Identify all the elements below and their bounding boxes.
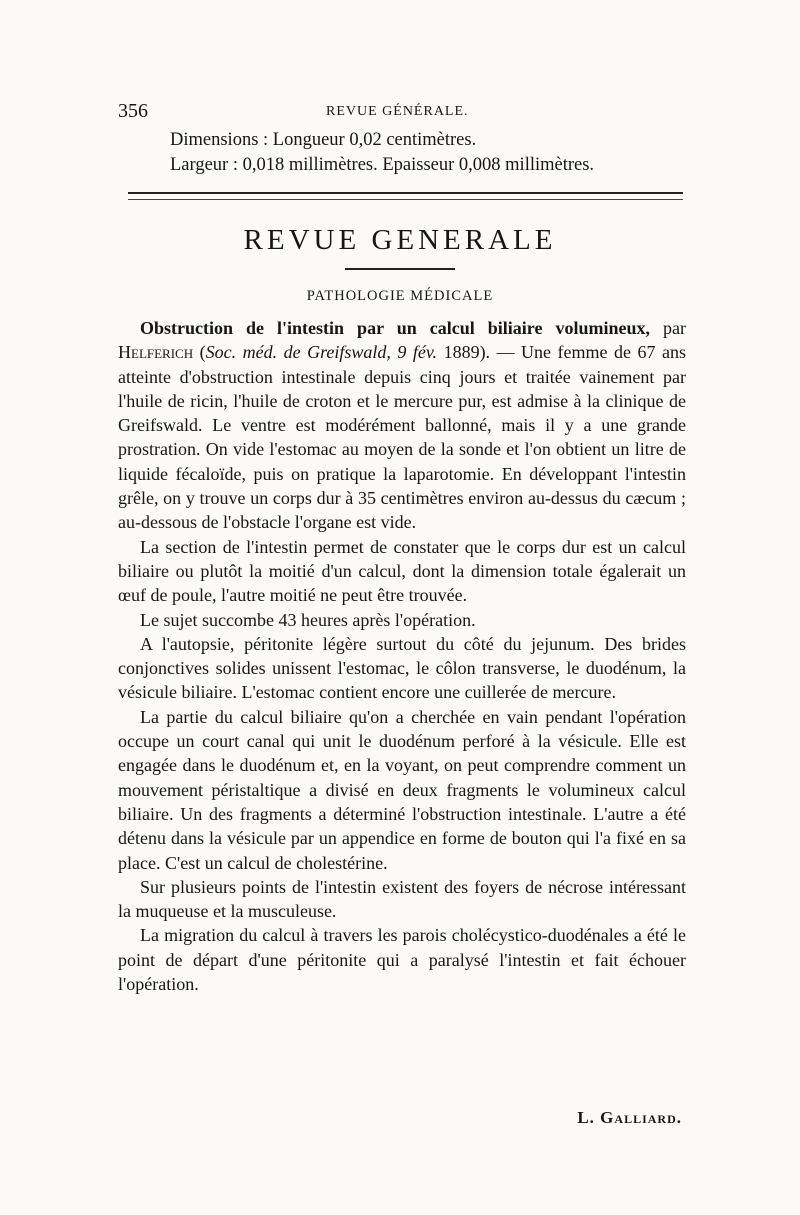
section-divider-thin — [128, 199, 683, 200]
article-paragraph-2: La section de l'intestin permet de constater que le corps dur est un calcul biliaire ou plutôt la moitié d'un calcul, dont la dimension totale égalerait un œuf de poule, l'autre moitié ne peut être trouvée. — [118, 536, 686, 606]
dimensions-line-1: Dimensions : Longueur 0,02 centimètres. — [170, 130, 477, 150]
running-head — [118, 100, 684, 124]
article-intro: — Une femme de 67 ans atteinte d'obstruction intestinale depuis cinq jours et traitée vainement par l'huile de ricin, l'huile de croton et le mercure pur, est admise à la clinique de Greifswald. Le ventre est modérément ballonné, mais il y a une grande prostration. On vide l'estomac au moyen de la sonde et l'on obtient un litre de liquide fécaloïde, puis on pratique la laparotomie. En développant l'intestin grêle, on y trouve un corps dur à 35 centimètres environ au-dessus du cæcum ; au-dessous de l'obstacle l'organe est vide. — [118, 342, 686, 533]
ref-journal: Soc. méd. de Greifswald, — [205, 342, 391, 363]
article-title: Obstruction de l'intestin par un calcul biliaire volumineux, — [140, 318, 650, 338]
running-title: REVUE GÉNÉRALE. — [326, 104, 469, 119]
article-author: Helferich — [118, 342, 194, 363]
signature: L. Galliard. — [577, 1108, 682, 1127]
article-paragraph-3: Le sujet succombe 43 heures après l'opération. — [140, 609, 476, 630]
article-body — [118, 316, 686, 996]
article-paragraph-4: A l'autopsie, péritonite légère surtout du côté du jejunum. Des brides conjonctives solides unissent l'estomac, le côlon transverse, le duodénum, la vésicule biliaire. L'estomac contient encore une cuillerée de mercure. — [118, 633, 686, 703]
article-paragraph-6: Sur plusieurs points de l'intestin existent des foyers de nécrose intéressant la muqueuse et la musculeuse. — [118, 876, 686, 922]
article-paragraph-7: La migration du calcul à travers les parois cholécystico-duodénales a été le point de départ d'une péritonite qui a paralysé l'intestin et fait échouer l'opération. — [118, 925, 686, 995]
article-paragraph-1 — [118, 316, 686, 535]
section-divider-thick — [128, 192, 683, 194]
section-title: PATHOLOGIE MÉDICALE — [306, 288, 494, 304]
ref-date: 9 fév. — [397, 342, 438, 363]
dimensions-block — [170, 128, 690, 178]
title-underline — [345, 268, 455, 270]
article-paragraph-5: La partie du calcul biliaire qu'on a cherchée en vain pendant l'opération occupe un court canal qui unit le duodénum perforé à la vésicule. Elle est engagée dans le duodénum et, en la voyant, on peut comprendre comment un mouvement péristaltique a divisé en deux fragments le volumineux calcul biliaire. Un des fragments a déterminé l'obstruction intestinale. L'autre a été détenu dans la vésicule par un appendice en forme de bouton qui l'a fixé en sa place. C'est un calcul de cholestérine. — [118, 706, 686, 873]
page-number: 356 — [118, 100, 148, 122]
dimensions-line-2: Largeur : 0,018 millimètres. Epaisseur 0,008 millimètres. — [170, 155, 595, 175]
main-title: REVUE GENERALE — [243, 224, 557, 256]
ref-year: 1889). — [443, 342, 491, 363]
ref-open: ( — [199, 342, 206, 363]
article-by: par — [663, 318, 686, 338]
